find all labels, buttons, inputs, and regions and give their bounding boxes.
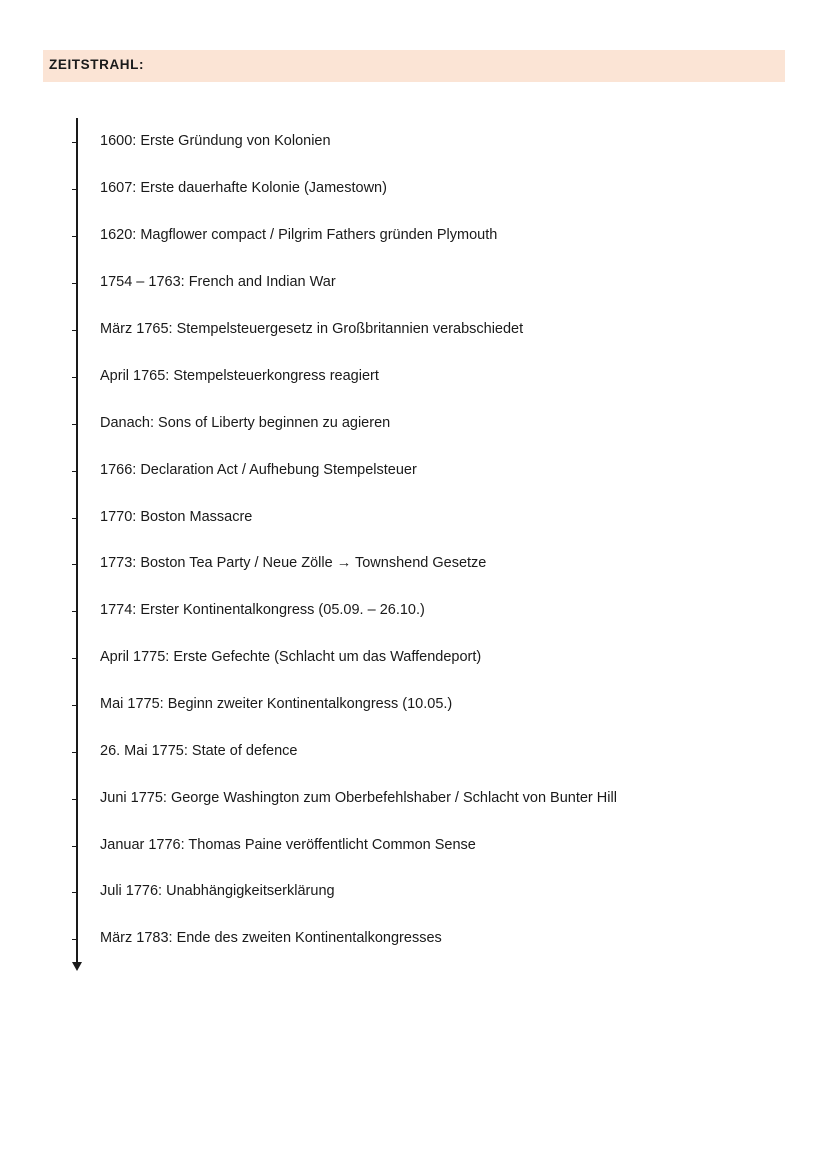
timeline-event-text: März 1765: Stempelsteuergesetz in Großbritannien verabschiedet — [100, 321, 524, 337]
timeline-tick — [72, 564, 76, 565]
timeline-tick — [72, 752, 76, 753]
timeline-event-text: Juni 1775: George Washington zum Oberbefehlshaber / Schlacht von Bunter Hill — [100, 790, 617, 806]
timeline-event-text: Danach: Sons of Liberty beginnen zu agieren — [100, 415, 391, 431]
timeline-event-text: 1620: Magflower compact / Pilgrim Fathers gründen Plymouth — [100, 227, 498, 243]
timeline-tick — [72, 705, 76, 706]
timeline-tick — [72, 283, 76, 284]
timeline-tick — [72, 611, 76, 612]
timeline-event-text: April 1775: Erste Gefechte (Schlacht um das Waffendeport) — [100, 649, 482, 665]
timeline-tick — [72, 377, 76, 378]
timeline-tick — [72, 799, 76, 800]
arrow-down-icon — [72, 962, 82, 971]
timeline-tick — [72, 189, 76, 190]
timeline-tick — [72, 892, 76, 893]
timeline-event-text: Mai 1775: Beginn zweiter Kontinentalkongress (10.05.) — [100, 696, 453, 712]
timeline-event-text: 1600: Erste Gründung von Kolonien — [100, 133, 331, 149]
timeline-event-text: 1774: Erster Kontinentalkongress (05.09. – 26.10.) — [100, 602, 425, 618]
timeline-tick — [72, 142, 76, 143]
timeline-event-text: 1773: Boston Tea Party / Neue Zölle → Townshend Gesetze — [100, 555, 487, 571]
timeline-event-text: Januar 1776: Thomas Paine veröffentlicht Common Sense — [100, 837, 476, 853]
timeline-event-text: 1770: Boston Massacre — [100, 509, 253, 525]
timeline-tick — [72, 330, 76, 331]
timeline-tick — [72, 518, 76, 519]
timeline-tick — [72, 236, 76, 237]
timeline-event-text: 1766: Declaration Act / Aufhebung Stempelsteuer — [100, 462, 417, 478]
timeline-axis — [76, 118, 78, 964]
timeline-tick — [72, 939, 76, 940]
timeline-event-text: März 1783: Ende des zweiten Kontinentalkongresses — [100, 930, 442, 946]
timeline-tick — [72, 658, 76, 659]
timeline-event-text: April 1765: Stempelsteuerkongress reagiert — [100, 368, 379, 384]
timeline-tick — [72, 846, 76, 847]
timeline-event-text: 1754 – 1763: French and Indian War — [100, 274, 336, 290]
timeline-event-text: 26. Mai 1775: State of defence — [100, 743, 298, 759]
timeline-tick — [72, 424, 76, 425]
timeline-tick — [72, 471, 76, 472]
section-title: ZEITSTRAHL: — [49, 57, 145, 72]
timeline-event-text: 1607: Erste dauerhafte Kolonie (Jamestown) — [100, 180, 387, 196]
timeline-event-text: Juli 1776: Unabhängigkeitserklärung — [100, 883, 335, 899]
